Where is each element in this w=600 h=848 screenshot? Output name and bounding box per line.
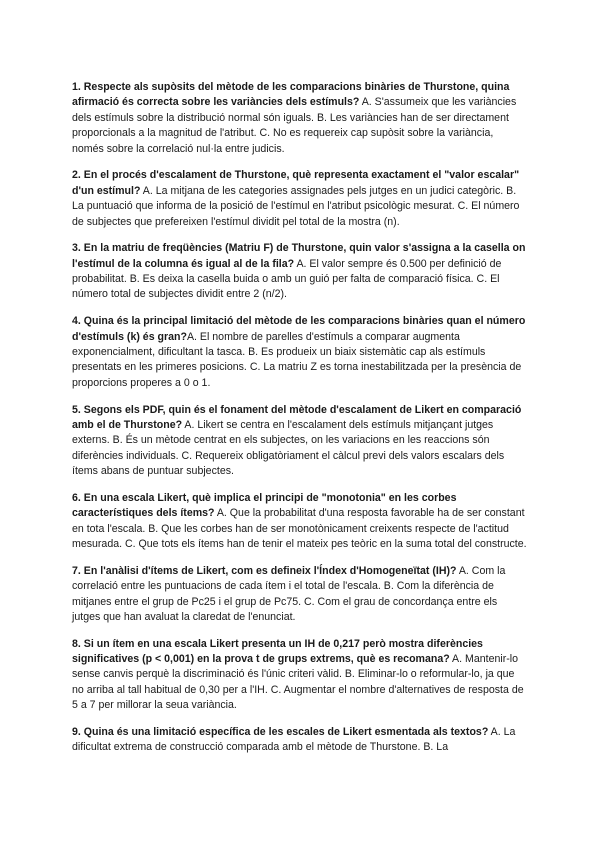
question-4-title: 4. Quina és la principal limitació del mètode de les comparacions binàries quan el número d'estímuls (k) és gran? (72, 315, 526, 343)
question-3-title: 3. En la matriu de freqüències (Matriu F) de Thurstone, quin valor s'assigna a la casella on l'estímul de la columna és igual al de la fila? (72, 242, 526, 270)
question-1-title: 1. Respecte als supòsits del mètode de les comparacions binàries de Thurstone, quina afirmació és correcta sobre les variàncies dels estímuls? (72, 81, 510, 109)
question-8-title: 8. Si un ítem en una escala Likert presenta un IH de 0,217 però mostra diferències significatives (p < 0,001) en la prova t de grups extrems, què es recomana? (72, 637, 483, 666)
question-2 (72, 168, 528, 230)
question-5-title: 5. Segons els PDF, quin és el fonament del mètode d'escalament de Likert en comparació amb el de Thurstone? (72, 403, 522, 431)
question-1-options: A. S'assumeix que les variàncies dels estímuls sobre la distribució normal són iguals. B. Les variàncies han de ser directament proporcionals a la magnitud de l'atribut. C. No es requereix cap supòsit sobre la variància, només sobre la correlació nul·la entre judicis. (72, 96, 517, 155)
question-5-options: A. Likert se centra en l'escalament dels estímuls mitjançant jutges externs. B. És un mètode centrat en els subjectes, on les variacions en les reaccions són diferències individuals. C. Requereix obligatòriament el càlcul previ dels valors escalars dels ítems abans de puntuar subjectes. (72, 418, 505, 478)
question-9 (72, 725, 528, 756)
question-5 (72, 403, 528, 480)
question-3-options: A. El valor sempre és 0.500 per definició de probabilitat. B. Es deixa la casella buida o amb un guió per falta de comparació física. C. El número total de subjectes dividit entre 2 (n/2). (72, 257, 502, 301)
question-6-title: 6. En una escala Likert, què implica el principi de "monotonia" en les corbes característiques dels ítems? (72, 491, 457, 520)
question-2-options: A. La mitjana de les categories assignades pels jutges en un judici categòric. B. La puntuació que informa de la posició de l'estímul en l'atribut psicològic mesurat. C. El número de subjectes que prefereixen l'estímul dividit pel total de la mostra (n). (72, 184, 520, 228)
question-7-options: A. Com la correlació entre les puntuacions de cada ítem i el total de l'escala. B. Com la diferència de mitjanes entre el grup de Pc25 i el grup de Pc75. C. Com el grau de concordança entre els jutges que han avaluat la claredat de l'enunciat. (72, 564, 506, 623)
document-page (72, 80, 528, 767)
question-9-options: A. La dificultat extrema de construcció comparada amb el mètode de Thurstone. B. La (72, 726, 516, 754)
question-1 (72, 80, 528, 157)
question-6 (72, 491, 528, 553)
question-4 (72, 314, 528, 391)
question-7 (72, 564, 528, 626)
question-3 (72, 241, 528, 303)
question-8 (72, 637, 528, 714)
question-9-title: 9. Quina és una limitació específica de les escales de Likert esmentada als textos? (72, 726, 489, 738)
question-6-options: A. Que la probabilitat d'una resposta favorable ha de ser constant en tota l'escala. B. Que les corbes han de ser monotònicament creixents respecte de l'actitud mesurada. C. Que tots els ítems han de tenir el mateix pes teòric en la suma total del constructe. (72, 507, 527, 551)
question-7-title: 7. En l'anàlisi d'ítems de Likert, com es defineix l'Índex d'Homogeneïtat (IH)? (72, 564, 457, 577)
question-4-options: A. El nombre de parelles d'estímuls a comparar augmenta exponencialment, dificultant la tasca. B. Es produeix un biaix sistemàtic cap als estímuls presentats en les primeres posicions. C. La matriu Z es torna inestabilitzada per la presència de proporcions properes a 0 o 1. (72, 330, 522, 389)
question-2-title: 2. En el procés d'escalament de Thurstone, què representa exactament el "valor escalar" d'un estímul? (72, 169, 520, 197)
question-8-options: A. Mantenir-lo sense canvis perquè la discriminació és l'únic criteri vàlid. B. Eliminar-lo o reformular-lo, ja que no arriba al tall habitual de 0,30 per a l'IH. C. Augmentar el nombre d'alternatives de resposta de 5 a 7 per millorar la seua variància. (72, 653, 524, 712)
